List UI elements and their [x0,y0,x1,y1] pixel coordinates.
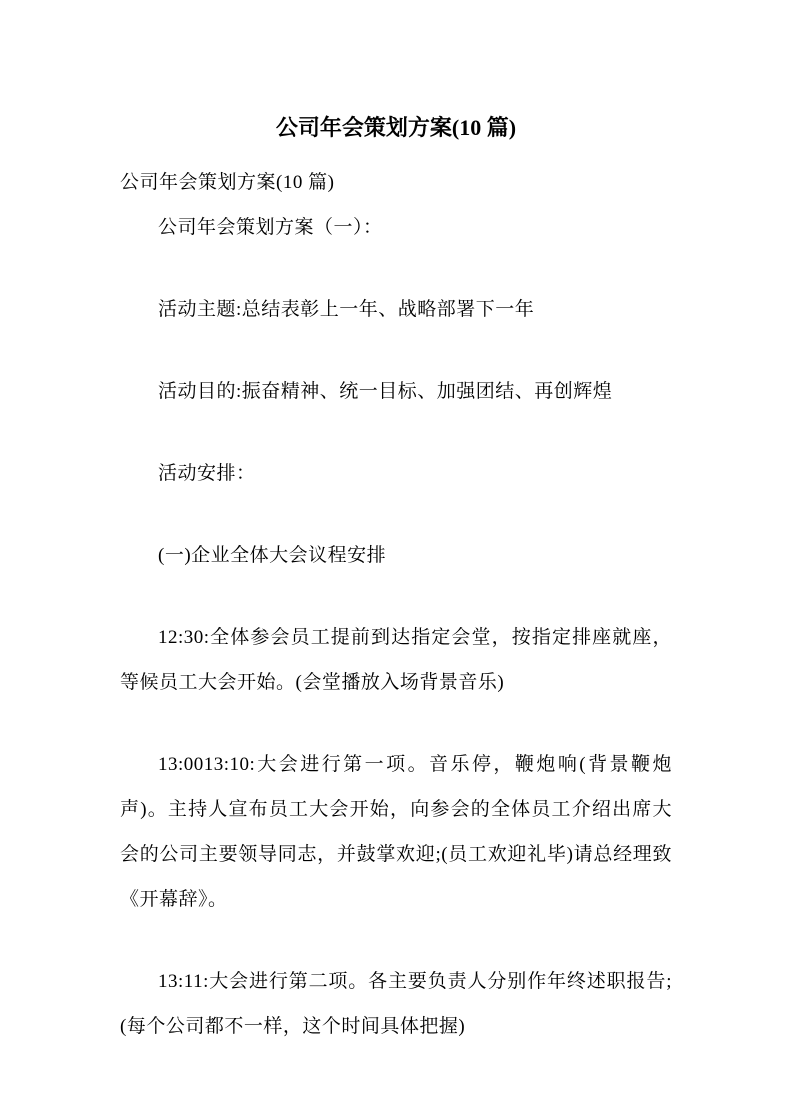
paragraph-doc-heading: 公司年会策划方案(10 篇) [120,172,335,193]
paragraph-agenda-heading: (一)企业全体大会议程安排 [158,545,387,566]
paragraph-schedule-1311: 13:11:大会进行第二项。各主要负责人分别作年终述职报告;(每个公司都不一样，这个时间具体把握) [120,971,672,1037]
paragraph-schedule-1300: 13:0013:10:大会进行第一项。音乐停，鞭炮响(背景鞭炮声)。主持人宣布员工大会开始，向参会的全体员工介绍出席大会的公司主要领导同志，并鼓掌欢迎;(员工欢迎礼毕)请总经理致《开幕辞》。 [120,754,672,910]
paragraph-activity-theme: 活动主题:总结表彰上一年、战略部署下一年 [158,299,535,320]
paragraph-schedule-1230: 12:30:全体参会员工提前到达指定会堂，按指定排座就座，等候员工大会开始。(会堂播放入场背景音乐) [120,627,672,693]
paragraph-activity-arrangement: 活动安排： [158,463,256,484]
paragraph-activity-purpose: 活动目的:振奋精神、统一目标、加强团结、再创辉煌 [158,381,613,402]
document-title: 公司年会策划方案(10 篇) [275,115,517,140]
paragraph-plan-one-heading: 公司年会策划方案（一）： [158,217,383,238]
